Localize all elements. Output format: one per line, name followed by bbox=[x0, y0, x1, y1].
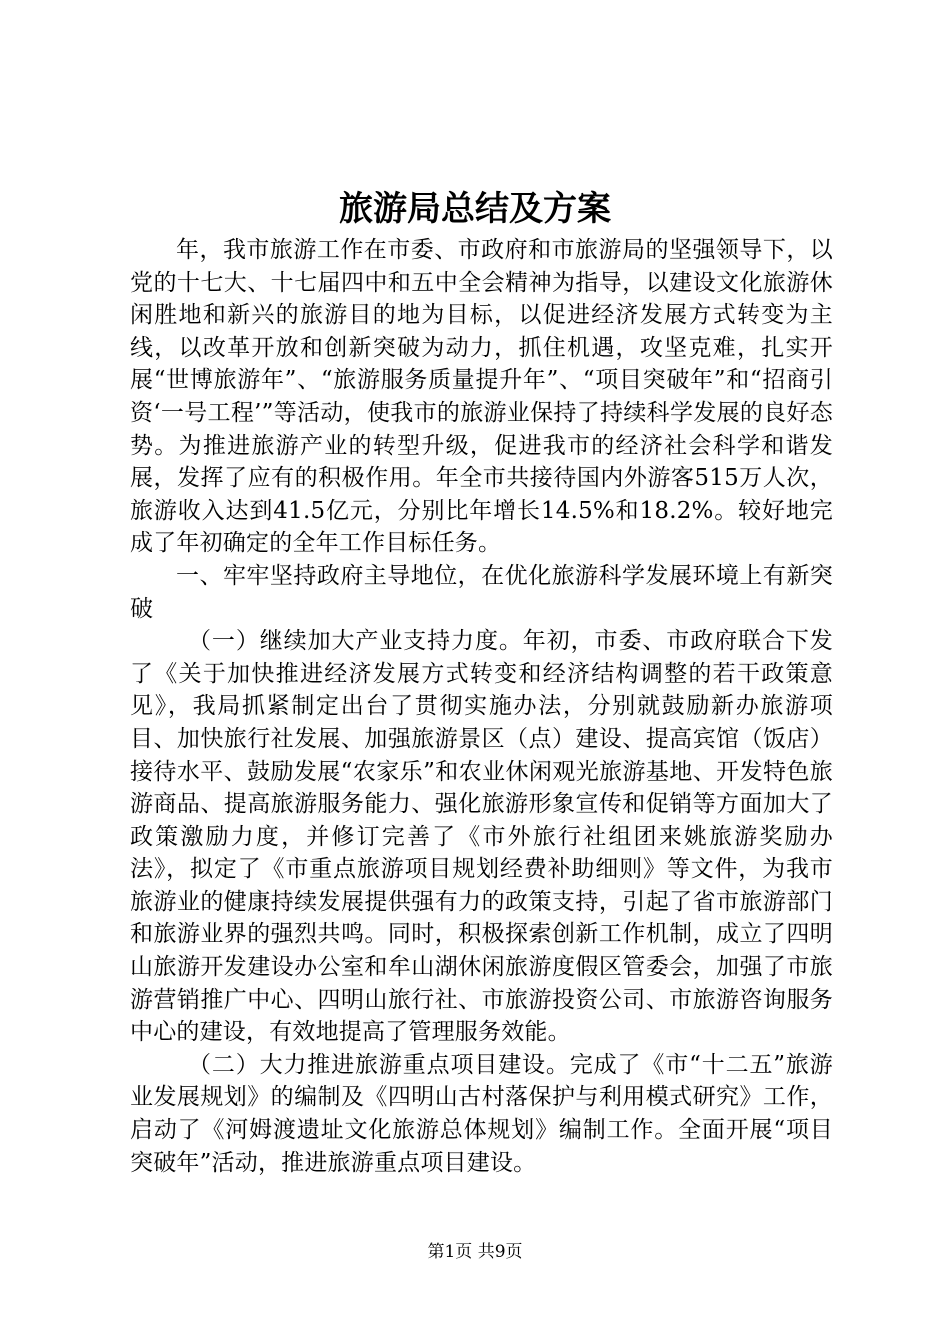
paragraph-subsection-1: （一）继续加大产业支持力度。年初，市委、市政府联合下发了《关于加快推进经济发展方式转变和经济结构调整的若干政策意见》，我局抓紧制定出台了贯彻实施办法，分别就鼓励新办旅游项目、加快旅行社发展、加强旅游景区（点）建设、提高宾馆（饭店）接待水平、鼓励发展“农家乐”和农业休闲观光旅游基地、开发特色旅游商品、提高旅游服务能力、强化旅游形象宣传和促销等方面加大了政策激励力度，并修订完善了《市外旅行社组团来姚旅游奖励办法》，拟定了《市重点旅游项目规划经费补助细则》等文件，为我市旅游业的健康持续发展提供强有力的政策支持，引起了省市旅游部门和旅游业界的强烈共鸣。同时，积极探索创新工作机制，成立了四明山旅游开发建设办公室和牟山湖休闲旅游度假区管委会，加强了市旅游营销推广中心、四明山旅行社、市旅游投资公司、市旅游咨询服务中心的建设，有效地提高了管理服务效能。 bbox=[130, 628, 833, 1046]
page-number-footer: 第1页 共9页 bbox=[427, 1242, 523, 1262]
document-title: 旅游局总结及方案 bbox=[339, 189, 611, 229]
section-heading-1: 一、牢牢坚持政府主导地位，在优化旅游科学发展环境上有新突破 bbox=[130, 562, 833, 622]
paragraph-intro: 年，我市旅游工作在市委、市政府和市旅游局的坚强领导下，以党的十七大、十七届四中和五中全会精神为指导，以建设文化旅游休闲胜地和新兴的旅游目的地为目标，以促进经济发展方式转变为主线，以改革开放和创新突破为动力，抓住机遇，攻坚克难，扎实开展“世博旅游年”、“旅游服务质量提升年”、“项目突破年”和“招商引资‘一号工程’”等活动，使我市的旅游业保持了持续科学发展的良好态势。为推进旅游产业的转型升级，促进我市的经济社会科学和谐发展，发挥了应有的积极作用。年全市共接待国内外游客515万人次，旅游收入达到41.5亿元，分别比年增长14.5%和18.2%。较好地完成了年初确定的全年工作目标任务。 bbox=[130, 237, 833, 557]
paragraph-subsection-2: （二）大力推进旅游重点项目建设。完成了《市“十二五”旅游业发展规划》的编制及《四明山古村落保护与利用模式研究》工作，启动了《河姆渡遗址文化旅游总体规划》编制工作。全面开展“项目突破年”活动，推进旅游重点项目建设。 bbox=[130, 1051, 833, 1176]
document-body bbox=[130, 234, 833, 1179]
